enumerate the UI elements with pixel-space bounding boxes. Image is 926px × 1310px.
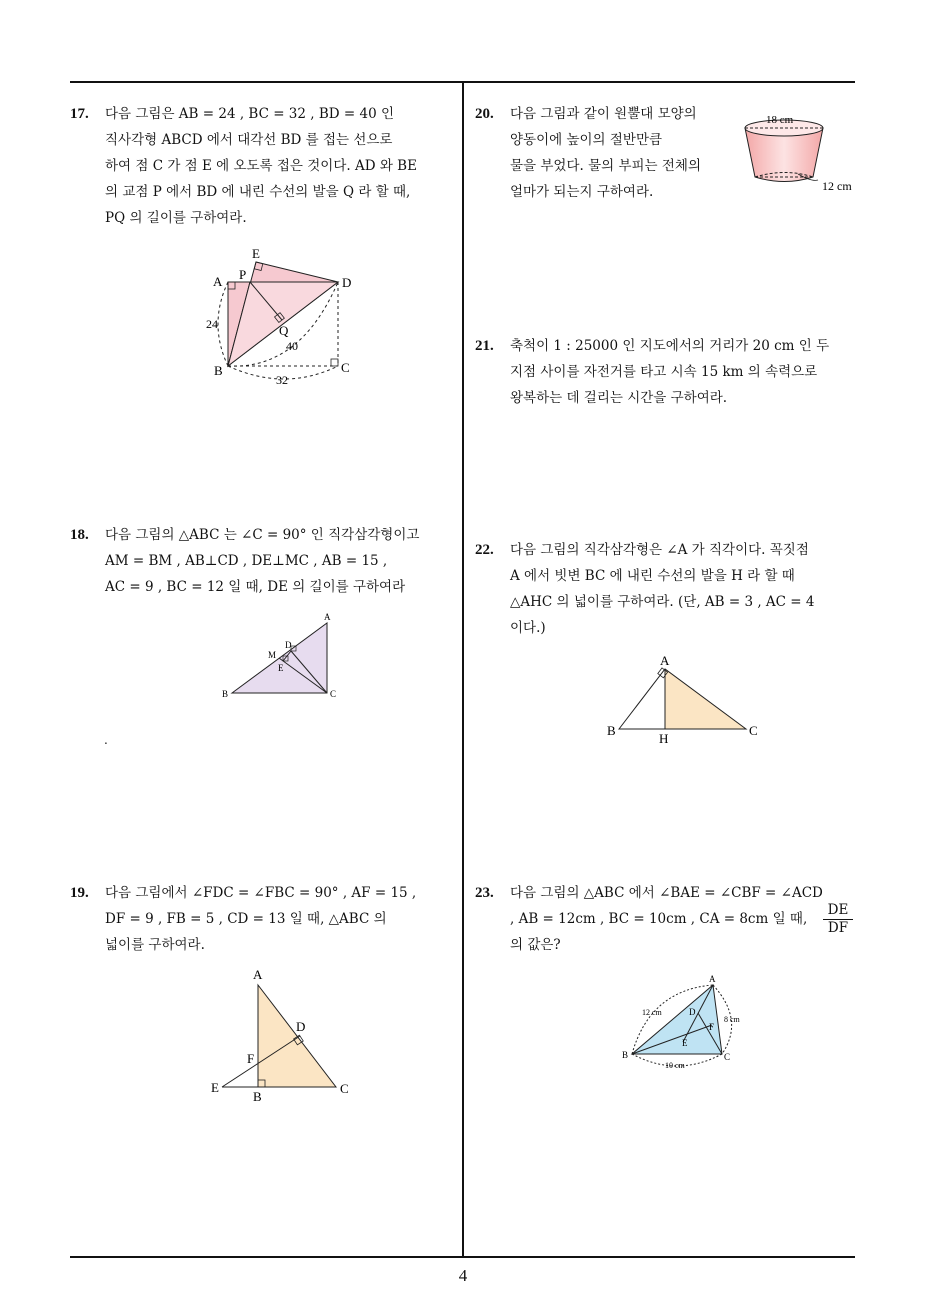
problem-number: 19. <box>70 885 89 901</box>
figure-17-folded-rectangle <box>200 240 370 390</box>
figure-20-bucket <box>738 106 864 198</box>
label-D: D <box>689 1007 696 1017</box>
label-E: E <box>211 1080 219 1095</box>
label-A: A <box>324 612 331 622</box>
problem-number: 20. <box>475 106 494 122</box>
problem-text: 다음 그림과 같이 원뿔대 모양의 양동이에 높이의 절반만큼 물을 부었다. 물의 부피는 전체의 얼마가 되는지 구하여라. <box>510 106 701 200</box>
label-BC-length: 10 cm <box>665 1061 685 1070</box>
label-C: C <box>724 1052 731 1062</box>
label-B: B <box>222 689 229 699</box>
fraction-numerator: DE <box>823 902 853 920</box>
label-A: A <box>660 653 670 668</box>
label-A: A <box>213 274 223 289</box>
page-number: 4 <box>458 1266 468 1285</box>
label-D: D <box>342 275 352 290</box>
label-B: B <box>253 1089 262 1104</box>
label-C: C <box>341 360 350 375</box>
problem-text: 축척이 1 : 25000 인 지도에서의 거리가 20 cm 인 두 지점 사이를 자전거를 타고 시속 15 km 의 속력으로 왕복하는 데 걸리는 시간을 구하여라. <box>510 338 830 406</box>
stray-mark: . <box>104 733 108 747</box>
label-B: B <box>607 723 616 738</box>
label-C: C <box>340 1081 349 1096</box>
problem-text: 다음 그림에서 ∠FDC = ∠FBC = 90° , AF = 15 , DF = 9 , FB = 5 , CD = 13 일 때, △ABC 의 넓이를 구하여라. <box>105 885 417 953</box>
column-divider <box>462 82 464 1257</box>
problem-text: 다음 그림의 △ABC 는 ∠C = 90° 인 직각삼각형이고 AM = BM , AB⊥CD , DE⊥MC , AB = 15 , AC = 9 , BC = 12 일 때, DE 의 길이를 구하여라 <box>105 527 420 595</box>
label-B: B <box>214 363 223 378</box>
label-C: C <box>749 723 758 738</box>
problem-number: 17. <box>70 106 89 122</box>
label-AB-length: 24 <box>206 317 218 331</box>
label-E: E <box>278 663 284 673</box>
label-E: E <box>252 246 260 261</box>
label-H: H <box>659 731 669 746</box>
figure-22-right-triangle <box>600 650 770 750</box>
figure-18-right-triangle <box>215 608 345 703</box>
label-AB-length: 12 cm <box>642 1008 662 1017</box>
problem-text: 다음 그림의 △ABC 에서 ∠BAE = ∠CBF = ∠ACD , AB = 12cm , BC = 10cm , CA = 8cm 일 때, 의 값은? <box>510 885 823 953</box>
label-Q: Q <box>279 323 289 338</box>
figure-19-triangle <box>205 962 355 1107</box>
label-top-diameter: 18 cm <box>766 114 794 126</box>
label-D: D <box>296 1019 306 1034</box>
label-BD-length: 40 <box>286 339 298 353</box>
label-C: C <box>330 689 337 699</box>
figure-23-triangle <box>618 968 753 1074</box>
label-A: A <box>709 974 716 984</box>
problem-number: 18. <box>70 527 89 543</box>
label-CA-length: 8 cm <box>724 1015 740 1024</box>
label-E: E <box>682 1038 688 1048</box>
problem-text: 다음 그림의 직각삼각형은 ∠A 가 직각이다. 꼭짓점 A 에서 빗변 BC 에 내린 수선의 발을 H 라 할 때 △AHC 의 넓이를 구하여라. (단, AB = 3 , AC = 4 이다.) <box>510 542 815 636</box>
label-D: D <box>285 640 292 650</box>
label-P: P <box>239 267 247 282</box>
fraction-denominator: DF <box>827 920 849 936</box>
label-B: B <box>622 1050 629 1060</box>
label-BC-length: 32 <box>276 373 288 387</box>
problem-number: 23. <box>475 885 494 901</box>
problem-number: 22. <box>475 542 494 558</box>
fraction-de-over-df <box>823 902 853 937</box>
problem-number: 21. <box>475 338 494 354</box>
label-F: F <box>709 1022 715 1032</box>
label-A: A <box>253 967 263 982</box>
label-F: F <box>247 1051 255 1066</box>
problem-text: 다음 그림은 AB = 24 , BC = 32 , BD = 40 인 직사각형 ABCD 에서 대각선 BD 를 접는 선으로 하여 점 C 가 점 E 에 오도록 접은 것이다. AD 와 BE 의 교점 P 에서 BD 에 내린 수선의 발을 Q 라 할 때, PQ 의 길이를 구하여라. <box>105 106 417 226</box>
label-M: M <box>268 650 277 660</box>
label-bottom-diameter: 12 cm <box>822 179 852 193</box>
